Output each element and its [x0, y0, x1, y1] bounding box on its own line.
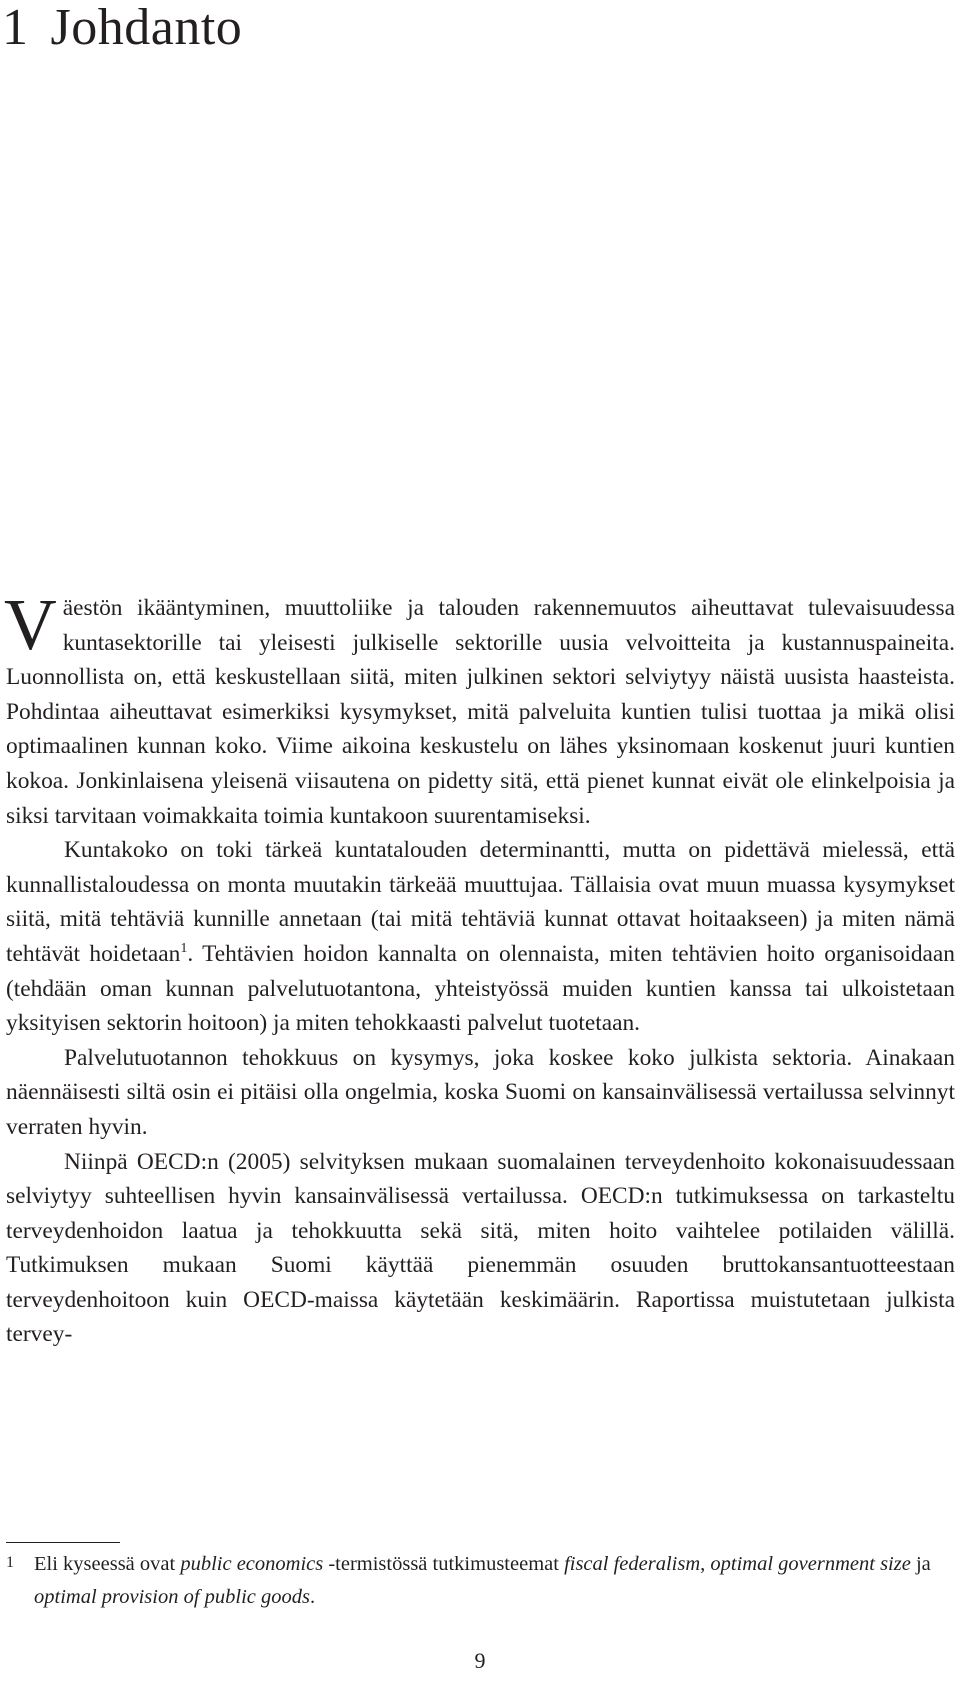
- paragraph-4-text: Niinpä OECD:n (2005) selvityksen mukaan suomalainen terveydenhoito kokonaisuudessaan selviytyy suhteellisen hyvin kansainvälisessä vertailussa. OECD:n tutkimuksessa on tarkasteltu terveydenhoidon laatua ja tehokkuutta sekä sitä, miten hoito vaihtelee potilaiden välillä. Tutkimuksen mukaan Suomi käyttää pienemmän osuuden bruttokansantuotteestaan terveydenhoitoon kuin OECD-maissa käytetään keskimäärin. Raportissa muistutetaan julkista tervey-: [6, 1148, 955, 1348]
- paragraph-2-text-a: Kuntakoko on toki tärkeä kuntatalouden determinantti, mutta on pidettävä mielessä, että kunnallistaloudessa on monta muutakin tärkeää muuttujaa. Tällaisia ovat muun muassa kysymykset siitä, mitä tehtäviä kunnille annetaan (tai mitä tehtäviä kunnat ottavat hoitaakseen) ja miten nämä tehtävät hoidetaan: [6, 837, 955, 967]
- paragraph-3: [6, 1041, 955, 1145]
- paragraph-2: [6, 833, 955, 1041]
- drop-cap: V: [4, 584, 57, 665]
- footnote-text: Eli kyseessä ovat: [34, 1553, 181, 1575]
- footnote-divider: [6, 1542, 120, 1543]
- footnote-text: ja: [910, 1553, 931, 1575]
- footnote-reference: 1: [180, 940, 188, 957]
- footnote-text: ,: [700, 1553, 711, 1575]
- chapter-title-text: Johdanto: [50, 0, 243, 56]
- footnote: [6, 1548, 955, 1614]
- footnote-term: optimal provision of public goods: [34, 1586, 310, 1608]
- footnote-mark: 1: [6, 1554, 14, 1571]
- chapter-title: [2, 2, 242, 54]
- body-text: [4, 584, 956, 1352]
- paragraph-1-text: äestön ikääntyminen, muuttoliike ja talouden rakennemuutos aiheuttavat tulevaisuudessa kuntasektorille tai yleisesti julkiselle sektorille uusia velvoitteita ja kustannuspaineita. Luonnollista on, että keskustellaan siitä, miten julkinen sektori selviytyy näistä uusista haasteista. Pohdintaa aiheuttavat esimerkiksi kysymykset, mitä palveluita kuntien tulisi tuottaa ja mikä olisi optimaalinen kunnan koko. Viime aikoina keskustelu on lähes yksinomaan koskenut juuri kuntien kokoa. Jonkinlaisena yleisenä viisautena on pidetty sitä, että pienet kunnat eivät ole elinkelpoisia ja siksi tarvitaan voimakkaita toimia kuntakoon suurentamiseksi.: [6, 595, 955, 829]
- chapter-number: 1: [2, 0, 29, 56]
- footnote-term: optimal government size: [710, 1553, 911, 1575]
- footnote-body: [34, 1548, 949, 1614]
- footnote-text: -termistössä tutkimusteemat: [323, 1553, 565, 1575]
- paragraph-3-text: Palvelutuotannon tehokkuus on kysymys, joka koskee koko julkista sektoria. Ainakaan näennäisesti siltä osin ei pitäisi olla ongelmia, koska Suomi on kansainvälisessä vertailussa selvinnyt verraten hyvin.: [6, 1044, 955, 1140]
- footnote-text: .: [310, 1586, 316, 1608]
- footnote-term: public economics: [180, 1553, 324, 1575]
- paragraph-4: [6, 1145, 955, 1353]
- page-number: 9: [474, 1648, 486, 1673]
- footnote-term: fiscal federalism: [564, 1553, 701, 1575]
- paragraph-1: [4, 584, 955, 833]
- paragraph-2-text-b: . Tehtävien hoidon kannalta on olennaista, miten tehtävien hoito organisoidaan (tehdään oman kunnan palvelutuotantona, yhteistyössä muiden kuntien kanssa tai ulkoistetaan yksityisen sektorin hoitoon) ja miten tehokkaasti palvelut tuotetaan.: [6, 940, 956, 1037]
